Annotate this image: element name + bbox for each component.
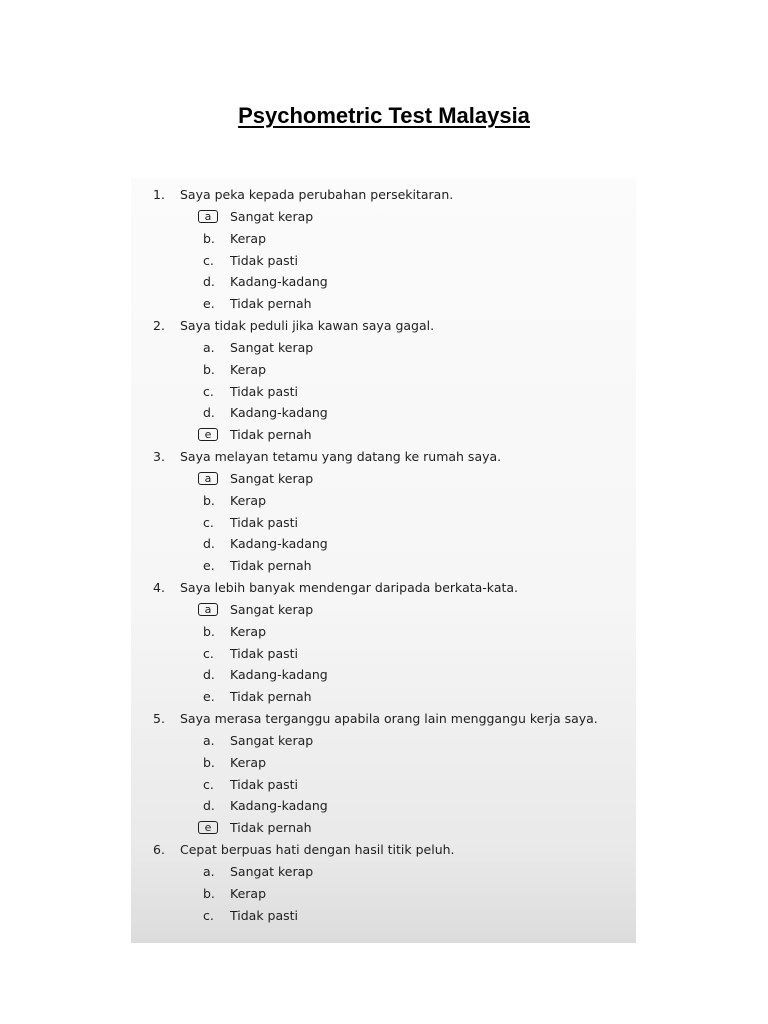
question-2-option-4[interactable]	[131, 402, 636, 424]
question-4-option-5[interactable]	[131, 686, 636, 708]
option-letter: d.	[203, 405, 215, 421]
option-letter-selected: a	[198, 472, 218, 485]
question-line	[131, 184, 636, 206]
option-label: Kadang-kadang	[230, 667, 328, 683]
question-line	[131, 839, 636, 861]
question-number: 1.	[153, 187, 165, 202]
option-letter: c.	[203, 252, 214, 268]
option-letter: c.	[203, 776, 214, 792]
question-1-option-5[interactable]	[131, 293, 636, 315]
question-text: Cepat berpuas hati dengan hasil titik peluh.	[180, 841, 455, 857]
question-1-option-3[interactable]	[131, 250, 636, 272]
option-label: Tidak pasti	[230, 514, 299, 530]
question-5-option-3[interactable]	[131, 774, 636, 796]
option-label: Sangat kerap	[230, 209, 314, 224]
question-5-option-4[interactable]	[131, 795, 636, 817]
question-text: Saya peka kepada perubahan persekitaran.	[180, 187, 454, 202]
question-2-option-5[interactable]	[131, 424, 636, 446]
option-letter-selected: a	[198, 603, 218, 616]
option-label: Kerap	[230, 361, 266, 377]
question-3-option-4[interactable]	[131, 533, 636, 555]
option-letter-selected: e	[198, 821, 218, 834]
option-label: Kerap	[230, 754, 266, 770]
question-list	[131, 184, 636, 926]
question-3-option-5[interactable]	[131, 555, 636, 577]
option-label: Sangat kerap	[230, 863, 314, 879]
question-line	[131, 577, 636, 599]
option-label: Kadang-kadang	[230, 405, 328, 421]
option-label: Kadang-kadang	[230, 536, 328, 552]
option-label: Kadang-kadang	[230, 798, 328, 814]
option-label: Tidak pasti	[230, 252, 299, 268]
option-letter: b.	[203, 230, 215, 246]
question-3-option-1[interactable]	[131, 468, 636, 490]
question-6-option-1[interactable]	[131, 861, 636, 883]
question-line	[131, 708, 636, 730]
option-label: Kerap	[230, 623, 266, 639]
option-label: Tidak pernah	[230, 689, 312, 705]
question-5-option-1[interactable]	[131, 730, 636, 752]
question-4-option-1[interactable]	[131, 599, 636, 621]
option-letter: c.	[203, 514, 214, 530]
question-3-option-2[interactable]	[131, 490, 636, 512]
question-4-option-2[interactable]	[131, 621, 636, 643]
question-4	[131, 577, 636, 708]
question-text: Saya merasa terganggu apabila orang lain menggangu kerja saya.	[180, 710, 598, 726]
option-letter: e.	[203, 689, 215, 705]
option-label: Tidak pasti	[230, 776, 299, 792]
option-letter: d.	[203, 667, 215, 683]
question-2	[131, 315, 636, 446]
option-list	[131, 206, 636, 315]
question-1-option-2[interactable]	[131, 228, 636, 250]
question-1	[131, 184, 636, 315]
option-list	[131, 730, 636, 839]
page-title: Psychometric Test Malaysia	[238, 103, 530, 128]
question-5	[131, 708, 636, 839]
option-label: Sangat kerap	[230, 601, 314, 617]
option-letter: a.	[203, 339, 215, 355]
option-label: Tidak pernah	[230, 296, 312, 312]
question-number: 6.	[153, 841, 165, 857]
question-text: Saya melayan tetamu yang datang ke rumah saya.	[180, 448, 502, 464]
option-label: Kerap	[230, 492, 266, 508]
option-label: Tidak pernah	[230, 558, 312, 574]
question-6-option-3[interactable]	[131, 905, 636, 927]
option-letter: b.	[203, 885, 215, 901]
question-number: 5.	[153, 710, 165, 726]
option-letter: d.	[203, 274, 215, 290]
question-2-option-3[interactable]	[131, 381, 636, 403]
option-label: Tidak pernah	[230, 820, 312, 836]
option-letter: b.	[203, 623, 215, 639]
option-letter: e.	[203, 296, 215, 312]
question-1-option-4[interactable]	[131, 271, 636, 293]
question-number: 3.	[153, 448, 165, 464]
option-label: Tidak pasti	[230, 645, 299, 661]
option-list	[131, 337, 636, 446]
option-letter: c.	[203, 907, 214, 923]
question-4-option-3[interactable]	[131, 643, 636, 665]
option-letter: c.	[203, 645, 214, 661]
question-3	[131, 446, 636, 577]
question-2-option-1[interactable]	[131, 337, 636, 359]
question-1-option-1[interactable]	[131, 206, 636, 228]
question-6-option-2[interactable]	[131, 883, 636, 905]
option-list	[131, 468, 636, 577]
question-line	[131, 315, 636, 337]
question-5-option-5[interactable]	[131, 817, 636, 839]
option-letter: b.	[203, 361, 215, 377]
question-2-option-2[interactable]	[131, 359, 636, 381]
option-letter-selected: a	[198, 210, 218, 223]
question-number: 4.	[153, 579, 165, 595]
question-4-option-4[interactable]	[131, 664, 636, 686]
option-letter: e.	[203, 558, 215, 574]
option-label: Tidak pasti	[230, 907, 299, 923]
option-letter: b.	[203, 754, 215, 770]
question-6	[131, 839, 636, 926]
option-label: Sangat kerap	[230, 339, 314, 355]
question-5-option-2[interactable]	[131, 752, 636, 774]
option-label: Kadang-kadang	[230, 274, 328, 290]
option-letter-selected: e	[198, 428, 218, 441]
question-3-option-3[interactable]	[131, 512, 636, 534]
option-label: Kerap	[230, 885, 266, 901]
option-label: Tidak pasti	[230, 383, 299, 399]
option-letter: a.	[203, 732, 215, 748]
option-letter: d.	[203, 798, 215, 814]
option-label: Sangat kerap	[230, 470, 314, 486]
option-list	[131, 599, 636, 708]
question-line	[131, 446, 636, 468]
option-list	[131, 861, 636, 926]
question-number: 2.	[153, 317, 165, 333]
option-letter: b.	[203, 492, 215, 508]
scanned-questionnaire	[131, 178, 636, 943]
question-text: Saya tidak peduli jika kawan saya gagal.	[180, 317, 435, 333]
option-label: Kerap	[230, 230, 266, 246]
option-letter: a.	[203, 863, 215, 879]
question-text: Saya lebih banyak mendengar daripada berkata-kata.	[180, 579, 519, 595]
option-label: Tidak pernah	[230, 427, 312, 443]
option-letter: d.	[203, 536, 215, 552]
option-letter: c.	[203, 383, 214, 399]
option-label: Sangat kerap	[230, 732, 314, 748]
